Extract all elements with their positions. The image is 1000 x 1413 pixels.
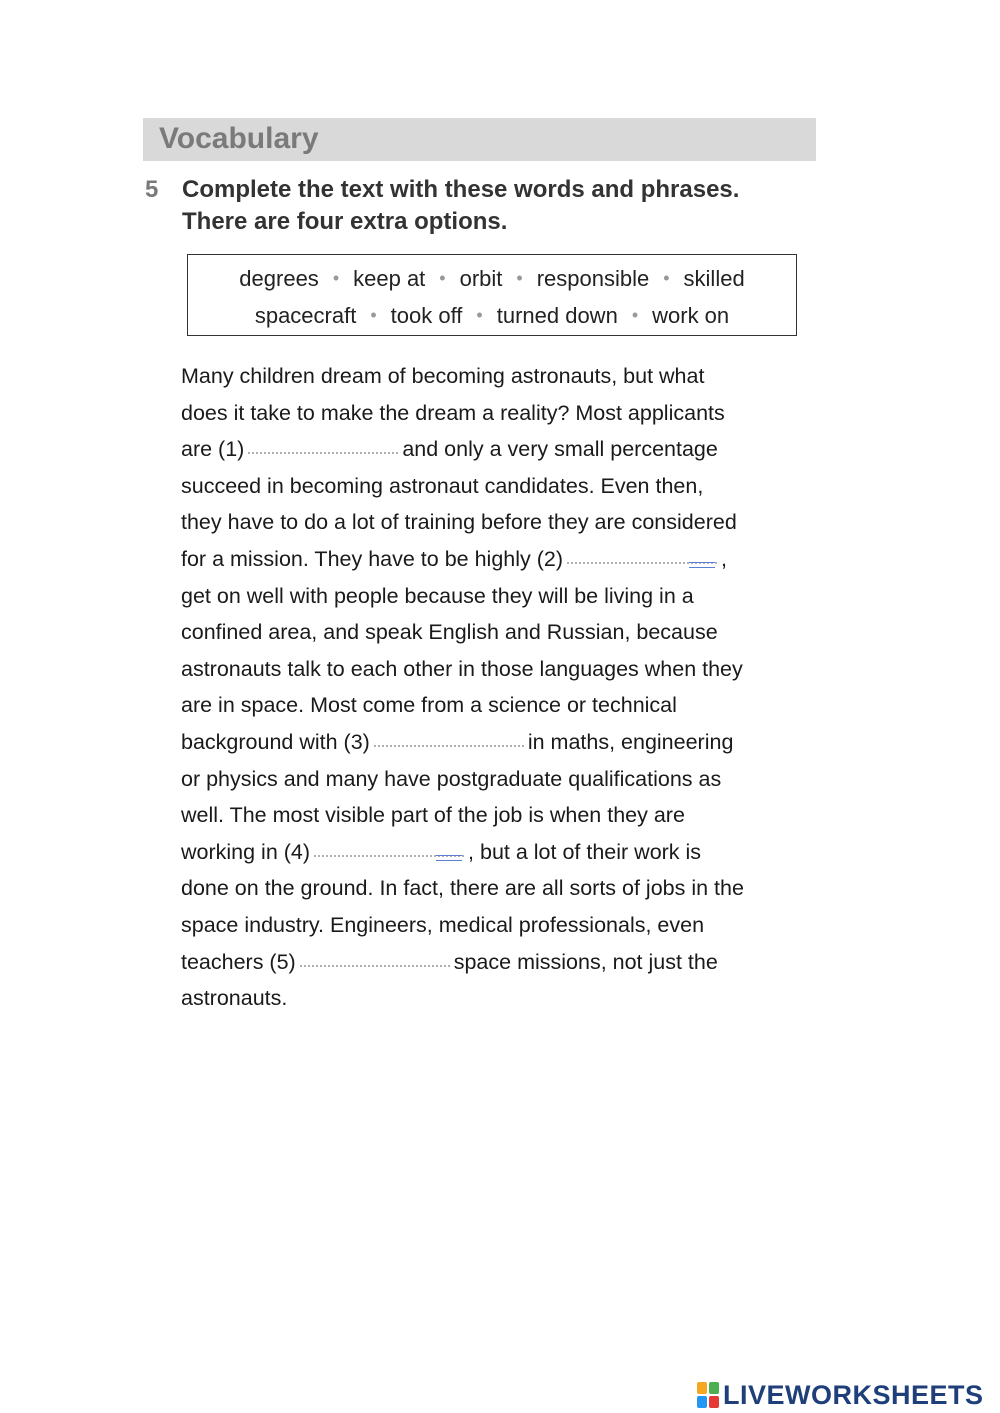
word-option: turned down <box>496 303 618 328</box>
answer-blank-3[interactable] <box>374 731 524 747</box>
passage-line: well. The most visible part of the job is when they are <box>181 803 685 828</box>
liveworksheets-logo-icon <box>697 1382 719 1408</box>
passage-text: for a mission. They have to be highly (2) <box>181 546 564 571</box>
passage-line: or physics and many have postgraduate qualifications as <box>181 766 722 791</box>
passage-text: working in (4) <box>181 839 311 864</box>
passage-line <box>181 431 821 468</box>
instructions-line-1: Complete the text with these words and phrases. <box>182 176 740 203</box>
passage-text: teachers (5) <box>181 949 296 974</box>
logo-text: LIVEWORKSHEETS <box>723 1379 984 1410</box>
passage-line: they have to do a lot of training before they are considered <box>181 510 737 535</box>
bullet-separator: • <box>663 268 670 288</box>
passage-line: get on well with people because they will be living in a <box>181 583 694 608</box>
word-option: work on <box>652 303 730 328</box>
word-option: skilled <box>683 266 745 291</box>
word-option: degrees <box>239 266 319 291</box>
passage-line: does it take to make the dream a reality? Most applicants <box>181 400 725 425</box>
passage-line: done on the ground. In fact, there are all sorts of jobs in the <box>181 876 744 901</box>
passage-text: , <box>721 546 727 571</box>
passage-line: astronauts. <box>181 986 288 1011</box>
passage-line: are in space. Most come from a science or technical <box>181 693 677 718</box>
word-option: took off <box>390 303 463 328</box>
passage-line: space industry. Engineers, medical professionals, even <box>181 912 705 937</box>
exercise-instructions <box>182 174 822 238</box>
answer-blank-2[interactable] <box>567 548 717 564</box>
word-box-row-2 <box>188 303 796 329</box>
word-option: responsible <box>536 266 650 291</box>
liveworksheets-logo <box>697 1379 984 1411</box>
passage-line <box>181 541 821 578</box>
bullet-separator: • <box>516 268 523 288</box>
passage-line <box>181 834 821 871</box>
bullet-separator: • <box>332 268 340 288</box>
word-option: keep at <box>353 266 426 291</box>
passage-line <box>181 944 821 981</box>
passage-text: background with (3) <box>181 729 370 754</box>
passage-text: space missions, not just the <box>453 949 718 974</box>
reading-passage <box>181 358 821 1017</box>
bullet-separator: • <box>370 305 377 325</box>
passage-line: Many children dream of becoming astronauts, but what <box>181 364 705 388</box>
passage-line: confined area, and speak English and Russian, because <box>181 620 718 645</box>
section-title: Vocabulary <box>159 122 319 155</box>
answer-blank-4[interactable] <box>314 841 464 857</box>
word-box <box>187 254 797 336</box>
word-box-row-1 <box>188 266 796 292</box>
passage-text: in maths, engineering <box>527 729 734 754</box>
word-option: orbit <box>459 266 503 291</box>
bullet-separator: • <box>439 268 446 288</box>
word-option: spacecraft <box>254 303 357 328</box>
bullet-separator: • <box>631 305 639 325</box>
answer-blank-1[interactable] <box>248 438 398 454</box>
exercise-number: 5 <box>145 176 159 203</box>
passage-text: are (1) <box>181 437 245 462</box>
passage-line: succeed in becoming astronaut candidates. Even then, <box>181 473 704 498</box>
passage-text: , but a lot of their work is <box>468 839 702 864</box>
answer-blank-5[interactable] <box>300 951 450 967</box>
bullet-separator: • <box>476 305 483 325</box>
passage-line <box>181 724 821 761</box>
passage-line: astronauts talk to each other in those languages when they <box>181 656 743 681</box>
section-header <box>143 118 816 161</box>
instructions-line-2: There are four extra options. <box>182 208 508 235</box>
passage-text: and only a very small percentage <box>402 437 718 462</box>
